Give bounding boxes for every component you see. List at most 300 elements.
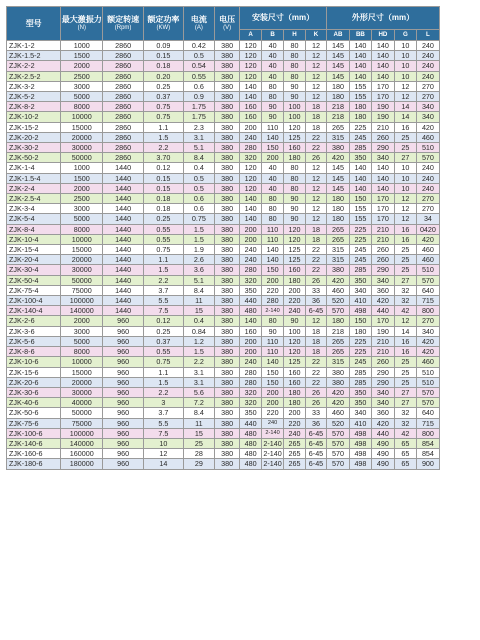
- header-power: [143, 7, 183, 41]
- cell-l: 854: [416, 449, 439, 459]
- cell-bb: 245: [349, 357, 371, 367]
- cell-voltage: 380: [215, 418, 240, 428]
- cell-k: 22: [306, 143, 327, 153]
- cell-b: 240: [262, 418, 284, 428]
- cell-k: 12: [306, 61, 327, 71]
- header-outline-size: 外形尺寸（mm）: [326, 7, 439, 30]
- cell-speed: 960: [103, 367, 144, 377]
- cell-b: 140: [262, 245, 284, 255]
- cell-max-force: 75000: [61, 285, 103, 295]
- cell-l: 240: [416, 183, 439, 193]
- cell-g: 65: [394, 438, 416, 448]
- cell-k: 33: [306, 408, 327, 418]
- cell-speed: 960: [103, 408, 144, 418]
- cell-model: ZJK-15-2: [7, 122, 61, 132]
- cell-power: 7.5: [143, 428, 183, 438]
- cell-b: 2-140: [263, 449, 282, 459]
- cell-a: 280: [240, 143, 262, 153]
- cell-g: 10: [394, 71, 416, 81]
- table-row: [7, 214, 440, 224]
- cell-a: 160: [240, 102, 262, 112]
- cell-l: 570: [416, 153, 439, 163]
- table-row: [7, 61, 440, 71]
- cell-model: ZJK-140-6: [7, 438, 61, 448]
- cell-g: 65: [394, 459, 416, 469]
- cell-max-force: 8000: [61, 347, 103, 357]
- cell-power: 3.70: [143, 153, 183, 163]
- table-row: [7, 194, 440, 204]
- header-speed-label: 额定转速: [107, 15, 140, 24]
- cell-max-force: 75000: [61, 418, 103, 428]
- cell-h: 160: [284, 265, 306, 275]
- cell-max-force: 2500: [61, 71, 103, 81]
- cell-voltage: 380: [215, 71, 240, 81]
- cell-a: 140: [240, 316, 262, 326]
- table-header: [7, 7, 440, 41]
- header-sub-h: H: [284, 30, 306, 41]
- cell-h: 120: [284, 122, 306, 132]
- cell-g: 42: [394, 306, 416, 316]
- cell-h: 80: [284, 173, 306, 183]
- cell-g: 32: [394, 285, 416, 295]
- cell-g: 27: [394, 153, 416, 163]
- cell-g: 12: [394, 316, 416, 326]
- cell-ab: 180: [326, 204, 349, 214]
- cell-l: 340: [416, 102, 439, 112]
- header-sub-hd: HD: [371, 30, 394, 41]
- cell-max-force: 10000: [61, 357, 103, 367]
- cell-model: ZJK-100-6: [7, 428, 61, 438]
- cell-ab: 145: [326, 41, 349, 51]
- table-row: [7, 438, 440, 448]
- header-install-size: 安装尺寸（mm）: [240, 7, 327, 30]
- cell-b: 200: [262, 275, 284, 285]
- cell-k: 22: [306, 377, 327, 387]
- cell-current: 2.3: [183, 122, 214, 132]
- cell-h: 160: [284, 143, 306, 153]
- cell-hd: 360: [371, 285, 394, 295]
- cell-bb: 340: [349, 285, 371, 295]
- cell-g: 10: [394, 41, 416, 51]
- cell-l: 460: [416, 245, 439, 255]
- header-sub-bb: BB: [349, 30, 371, 41]
- cell-g: 14: [394, 102, 416, 112]
- table-row: [7, 377, 440, 387]
- cell-h: 265: [284, 449, 306, 459]
- cell-model: ZJK-3-2: [7, 81, 61, 91]
- header-sub-g: G: [394, 30, 416, 41]
- cell-l: 640: [416, 285, 439, 295]
- cell-a: 120: [240, 183, 262, 193]
- cell-h: 80: [284, 51, 306, 61]
- cell-h: 180: [284, 275, 306, 285]
- cell-l: 570: [416, 398, 439, 408]
- cell-speed: 2860: [103, 61, 144, 71]
- cell-b: 80: [262, 92, 284, 102]
- cell-bb: 150: [349, 316, 371, 326]
- cell-bb: 285: [349, 377, 371, 387]
- cell-a: 120: [240, 61, 262, 71]
- table-row: [7, 367, 440, 377]
- cell-max-force: 30000: [61, 265, 103, 275]
- cell-speed: 960: [103, 326, 144, 336]
- cell-max-force: 20000: [61, 132, 103, 142]
- cell-bb: 498: [349, 306, 371, 316]
- cell-model: ZJK-10-2: [7, 112, 61, 122]
- cell-current: 1.9: [183, 245, 214, 255]
- cell-model: ZJK-5-6: [7, 336, 61, 346]
- cell-k: 26: [306, 387, 327, 397]
- cell-a: 320: [240, 153, 262, 163]
- cell-model: ZJK-1-2: [7, 41, 61, 51]
- cell-h: 125: [284, 357, 306, 367]
- cell-speed: 2860: [103, 102, 144, 112]
- spec-sheet: [6, 6, 440, 470]
- cell-hd: 210: [371, 347, 394, 357]
- cell-bb: 498: [349, 449, 371, 459]
- cell-speed: 960: [103, 316, 144, 326]
- cell-speed: 960: [103, 438, 144, 448]
- cell-current: 3.1: [183, 367, 214, 377]
- header-max-force: [61, 7, 103, 41]
- cell-g: 12: [394, 194, 416, 204]
- cell-b: 40: [262, 71, 284, 81]
- cell-k: 33: [306, 285, 327, 295]
- cell-ab: 380: [326, 367, 349, 377]
- cell-ab: 180: [326, 214, 349, 224]
- cell-h: 180: [284, 398, 306, 408]
- cell-k: 12: [306, 81, 327, 91]
- cell-b: 2-140: [262, 306, 284, 316]
- cell-k: 36: [306, 418, 327, 428]
- header-power-unit: (KW): [156, 25, 171, 31]
- cell-l: 240: [416, 71, 439, 81]
- cell-a: 200: [240, 336, 262, 346]
- cell-max-force: 40000: [61, 398, 103, 408]
- cell-speed: 1440: [103, 255, 144, 265]
- cell-hd: 420: [371, 296, 394, 306]
- cell-hd: 170: [371, 81, 394, 91]
- cell-ab: 180: [326, 194, 349, 204]
- table-row: [7, 143, 440, 153]
- cell-k: 18: [306, 224, 327, 234]
- cell-h: 125: [284, 132, 306, 142]
- table-row: [7, 449, 440, 459]
- cell-model: ZJK-2.5-4: [7, 194, 61, 204]
- cell-bb: 155: [349, 204, 371, 214]
- cell-speed: 1440: [103, 285, 144, 295]
- cell-l: 900: [416, 459, 439, 469]
- cell-voltage: 380: [215, 367, 240, 377]
- cell-l: 460: [416, 255, 439, 265]
- cell-model: ZJK-30-2: [7, 143, 61, 153]
- cell-b: 200: [262, 387, 284, 397]
- table-row: [7, 102, 440, 112]
- cell-power: 0.12: [143, 316, 183, 326]
- cell-a: 240: [240, 132, 262, 142]
- cell-ab: 420: [326, 387, 349, 397]
- cell-speed: 1440: [103, 306, 144, 316]
- cell-max-force: 100000: [61, 428, 103, 438]
- cell-max-force: 15000: [61, 367, 103, 377]
- table-row: [7, 255, 440, 265]
- cell-l: 510: [416, 265, 439, 275]
- cell-h: 120: [284, 224, 306, 234]
- cell-bb: 225: [349, 234, 371, 244]
- cell-speed: 2860: [103, 71, 144, 81]
- cell-ab: 218: [326, 102, 349, 112]
- cell-l: 510: [416, 367, 439, 377]
- cell-current: 3.1: [183, 377, 214, 387]
- cell-max-force: 50000: [61, 153, 103, 163]
- cell-max-force: 8000: [61, 224, 103, 234]
- cell-l: 460: [416, 357, 439, 367]
- cell-bb: 225: [349, 224, 371, 234]
- cell-current: 5.1: [183, 143, 214, 153]
- cell-current: 7.2: [183, 398, 214, 408]
- cell-b: 90: [262, 112, 284, 122]
- cell-ab: 570: [326, 428, 349, 438]
- cell-power: 0.15: [143, 173, 183, 183]
- table-row: [7, 316, 440, 326]
- cell-bb: 140: [349, 173, 371, 183]
- cell-current: 28: [183, 449, 214, 459]
- cell-l: 270: [416, 194, 439, 204]
- cell-h: 80: [284, 163, 306, 173]
- cell-hd: 290: [371, 367, 394, 377]
- table-row: [7, 296, 440, 306]
- cell-a: 120: [240, 51, 262, 61]
- cell-current: 0.54: [183, 61, 214, 71]
- cell-voltage: 380: [215, 81, 240, 91]
- header-current: [183, 7, 214, 41]
- cell-g: 25: [394, 245, 416, 255]
- cell-a: 240: [240, 245, 262, 255]
- cell-hd: 170: [371, 92, 394, 102]
- table-row: [7, 234, 440, 244]
- cell-ab: 420: [326, 275, 349, 285]
- cell-ab: 145: [326, 163, 349, 173]
- cell-bb: 140: [349, 163, 371, 173]
- cell-a: 480: [240, 428, 262, 438]
- cell-k: 36: [306, 296, 327, 306]
- cell-k: 12: [306, 41, 327, 51]
- header-voltage-label: 电压: [219, 15, 236, 24]
- cell-model: ZJK-1.5-4: [7, 173, 61, 183]
- cell-a: 120: [240, 71, 262, 81]
- cell-bb: 140: [349, 41, 371, 51]
- cell-max-force: 30000: [61, 387, 103, 397]
- cell-power: 5.5: [143, 296, 183, 306]
- cell-ab: 145: [326, 173, 349, 183]
- cell-hd: 190: [371, 112, 394, 122]
- cell-g: 32: [394, 418, 416, 428]
- cell-ab: 380: [326, 377, 349, 387]
- cell-k: 6-45: [306, 449, 327, 459]
- cell-ab: 380: [326, 265, 349, 275]
- cell-l: 570: [416, 387, 439, 397]
- cell-g: 14: [394, 326, 416, 336]
- cell-voltage: 380: [215, 204, 240, 214]
- cell-a: 480: [240, 449, 262, 459]
- cell-power: 3.7: [143, 408, 183, 418]
- cell-max-force: 50000: [61, 408, 103, 418]
- cell-k: 6-45: [306, 459, 327, 469]
- cell-bb: 225: [349, 122, 371, 132]
- cell-voltage: 380: [215, 357, 240, 367]
- cell-hd: 340: [371, 153, 394, 163]
- cell-a: 280: [240, 265, 262, 275]
- cell-l: 420: [416, 336, 439, 346]
- table-row: [7, 92, 440, 102]
- cell-k: 12: [306, 51, 327, 61]
- cell-k: 22: [306, 245, 327, 255]
- cell-b: 200: [262, 398, 284, 408]
- cell-speed: 960: [103, 449, 144, 459]
- cell-max-force: 50000: [61, 275, 103, 285]
- cell-a: 120: [240, 41, 262, 51]
- header-voltage: [215, 7, 240, 41]
- cell-a: 200: [240, 234, 262, 244]
- cell-k: 22: [306, 265, 327, 275]
- cell-bb: 140: [349, 51, 371, 61]
- cell-a: 140: [240, 194, 262, 204]
- cell-bb: 285: [349, 143, 371, 153]
- cell-max-force: 1500: [61, 173, 103, 183]
- cell-current: 1.75: [183, 102, 214, 112]
- cell-voltage: 380: [215, 306, 240, 316]
- cell-ab: 420: [326, 398, 349, 408]
- cell-ab: 218: [326, 326, 349, 336]
- cell-model: ZJK-1.5-2: [7, 51, 61, 61]
- cell-bb: 285: [349, 265, 371, 275]
- cell-power: 5.5: [143, 418, 183, 428]
- cell-model: ZJK-15-4: [7, 245, 61, 255]
- cell-current: 0.6: [183, 204, 214, 214]
- cell-speed: 1440: [103, 275, 144, 285]
- cell-power: 0.18: [143, 61, 183, 71]
- cell-current: 1.75: [183, 112, 214, 122]
- cell-power: 0.37: [143, 336, 183, 346]
- cell-max-force: 5000: [61, 92, 103, 102]
- cell-h: 265: [284, 438, 306, 448]
- cell-h: 90: [284, 194, 306, 204]
- cell-g: 25: [394, 143, 416, 153]
- cell-current: 2.6: [183, 255, 214, 265]
- cell-speed: 1440: [103, 245, 144, 255]
- cell-model: ZJK-75-4: [7, 285, 61, 295]
- cell-g: 25: [394, 255, 416, 265]
- cell-voltage: 380: [215, 316, 240, 326]
- cell-speed: 960: [103, 418, 144, 428]
- cell-g: 12: [394, 204, 416, 214]
- cell-b: 200: [262, 153, 284, 163]
- cell-ab: 145: [326, 183, 349, 193]
- cell-hd: 340: [371, 275, 394, 285]
- cell-k: 18: [306, 336, 327, 346]
- cell-max-force: 2000: [61, 316, 103, 326]
- table-row: [7, 418, 440, 428]
- cell-speed: 2860: [103, 81, 144, 91]
- cell-power: 0.18: [143, 204, 183, 214]
- cell-h: 125: [284, 255, 306, 265]
- cell-b: 90: [262, 102, 284, 112]
- header-sub-a: A: [240, 30, 262, 41]
- cell-hd: 210: [371, 224, 394, 234]
- table-row: [7, 275, 440, 285]
- cell-power: 1.5: [143, 265, 183, 275]
- cell-power: 0.20: [143, 71, 183, 81]
- cell-ab: 265: [326, 122, 349, 132]
- cell-b: 110: [262, 234, 284, 244]
- cell-h: 265: [284, 459, 306, 469]
- cell-a: 480: [240, 438, 262, 448]
- cell-b: 80: [262, 214, 284, 224]
- cell-a: 240: [240, 357, 262, 367]
- cell-max-force: 15000: [61, 122, 103, 132]
- cell-max-force: 8000: [61, 102, 103, 112]
- cell-voltage: 380: [215, 255, 240, 265]
- cell-speed: 960: [103, 336, 144, 346]
- cell-model: ZJK-2-2: [7, 61, 61, 71]
- cell-bb: 340: [349, 408, 371, 418]
- cell-power: 14: [143, 459, 183, 469]
- cell-k: 22: [306, 367, 327, 377]
- cell-speed: 1440: [103, 296, 144, 306]
- cell-g: 32: [394, 296, 416, 306]
- cell-model: ZJK-1-4: [7, 163, 61, 173]
- cell-k: 22: [306, 132, 327, 142]
- table-row: [7, 183, 440, 193]
- cell-max-force: 160000: [61, 449, 103, 459]
- cell-model: ZJK-15-6: [7, 367, 61, 377]
- cell-ab: 570: [326, 438, 349, 448]
- cell-bb: 350: [349, 398, 371, 408]
- cell-hd: 440: [371, 428, 394, 438]
- cell-power: 3: [143, 398, 183, 408]
- cell-h: 160: [284, 367, 306, 377]
- cell-max-force: 3000: [61, 81, 103, 91]
- cell-model: ZJK-40-6: [7, 398, 61, 408]
- cell-max-force: 10000: [61, 234, 103, 244]
- cell-b: 80: [262, 316, 284, 326]
- cell-ab: 180: [326, 81, 349, 91]
- cell-k: 18: [306, 347, 327, 357]
- cell-model: ZJK-50-4: [7, 275, 61, 285]
- cell-current: 0.42: [183, 41, 214, 51]
- cell-hd: 490: [371, 438, 394, 448]
- cell-power: 0.55: [143, 347, 183, 357]
- cell-k: 12: [306, 204, 327, 214]
- cell-b: 40: [262, 173, 284, 183]
- cell-hd: 140: [371, 71, 394, 81]
- cell-l: 34: [416, 214, 439, 224]
- cell-l: 240: [416, 173, 439, 183]
- cell-g: 65: [394, 449, 416, 459]
- cell-hd: 290: [371, 143, 394, 153]
- cell-hd: 340: [371, 398, 394, 408]
- cell-voltage: 380: [215, 336, 240, 346]
- cell-voltage: 380: [215, 438, 240, 448]
- table-row: [7, 408, 440, 418]
- cell-g: 25: [394, 265, 416, 275]
- cell-b: 2-140: [262, 428, 284, 438]
- cell-b: 140: [262, 132, 284, 142]
- cell-k: 6-45: [306, 428, 327, 438]
- cell-hd: 290: [371, 265, 394, 275]
- cell-power: 2.2: [143, 387, 183, 397]
- table-row: [7, 71, 440, 81]
